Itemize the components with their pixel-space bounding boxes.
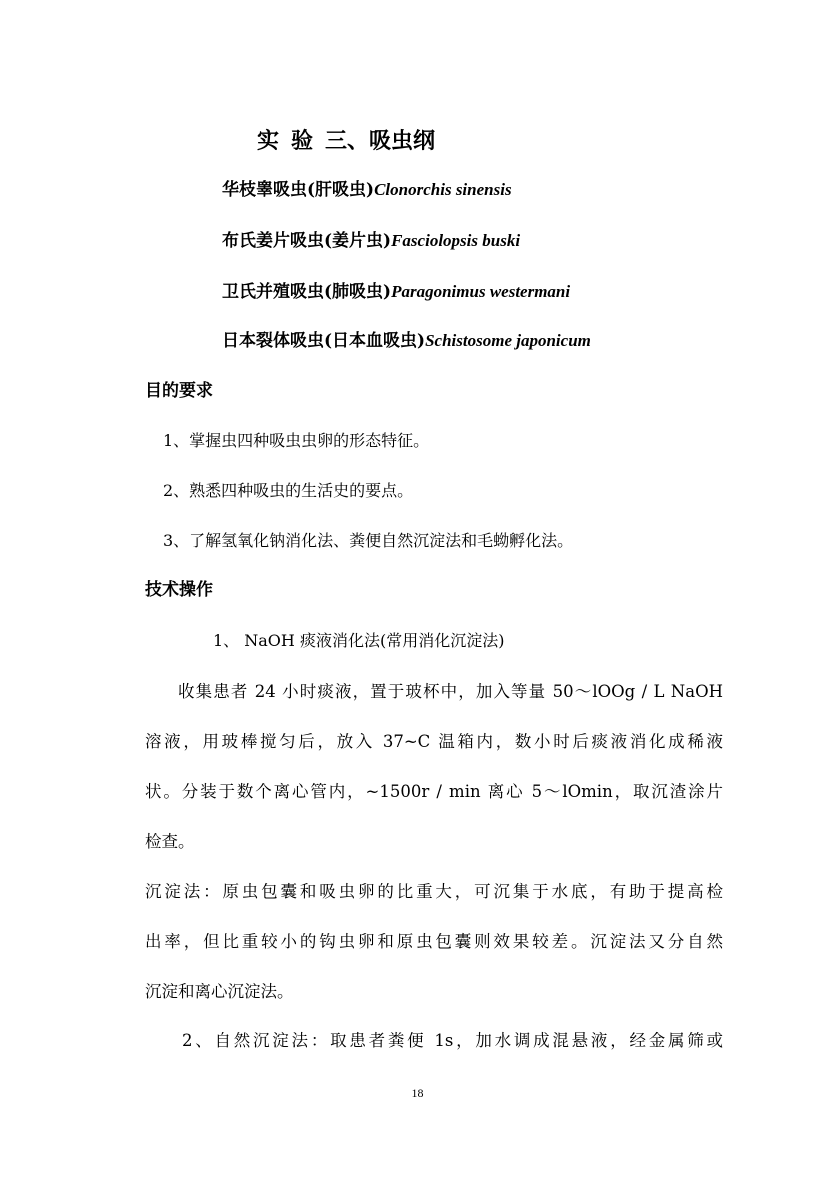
species-cn-name: 日本裂体吸虫(日本血吸虫) xyxy=(222,331,426,351)
species-latin-name: Clonorchis sinensis xyxy=(374,180,512,199)
page-title xyxy=(257,130,435,152)
title-rest: 三、吸虫纲 xyxy=(325,128,436,154)
species-cn-name: 华枝睾吸虫(肝吸虫) xyxy=(222,180,375,200)
paragraph-line: 收集患者 24 小时痰液，置于玻杯中，加入等量 50～lOOg / L NaOH xyxy=(178,682,723,701)
title-char-2: 验 xyxy=(291,128,314,154)
paragraph-line: 出率，但比重较小的钩虫卵和原虫包囊则效果较差。沉淀法又分自然 xyxy=(145,932,723,951)
objective-item: 1、掌握虫四种吸虫虫卵的形态特征。 xyxy=(163,431,430,450)
species-cn-name: 布氏姜片吸虫(姜片虫) xyxy=(222,231,392,251)
paragraph-line: 沉淀法：原虫包囊和吸虫卵的比重大，可沉集于水底，有助于提高检 xyxy=(145,882,723,901)
objectives-heading: 目的要求 xyxy=(145,381,213,401)
paragraph-line: 2、自然沉淀法：取患者粪便 1s，加水调成混悬液，经金属筛或 xyxy=(182,1031,723,1050)
species-line xyxy=(222,332,591,350)
species-line xyxy=(222,181,512,199)
paragraph-line: 沉淀和离心沉淀法。 xyxy=(145,982,294,1001)
species-latin-name: Schistosome japonicum xyxy=(425,331,591,350)
species-latin-name: Fasciolopsis buski xyxy=(391,231,521,250)
paragraph-line: 状。分装于数个离心管内，~1500r / min 离心 5～lOmin，取沉渣涂片 xyxy=(145,782,723,801)
objective-item: 2、熟悉四种吸虫的生活史的要点。 xyxy=(163,481,414,500)
techniques-heading: 技术操作 xyxy=(145,580,213,600)
paragraph-line: 检查。 xyxy=(145,832,195,851)
species-cn-name: 卫氏并殖吸虫(肺吸虫) xyxy=(222,282,392,302)
species-line xyxy=(222,232,520,250)
species-line xyxy=(222,283,570,301)
species-latin-name: Paragonimus westermani xyxy=(391,282,571,301)
objective-item: 3、了解氢氧化钠消化法、粪便自然沉淀法和毛蚴孵化法。 xyxy=(163,531,574,550)
step1-title: 1、 NaOH 痰液消化法(常用消化沉淀法) xyxy=(213,631,505,650)
paragraph-line: 溶液，用玻棒搅匀后，放入 37~C 温箱内，数小时后痰液消化成稀液 xyxy=(145,732,723,751)
page-number: 18 xyxy=(411,1086,424,1100)
title-char-1: 实 xyxy=(257,128,280,154)
